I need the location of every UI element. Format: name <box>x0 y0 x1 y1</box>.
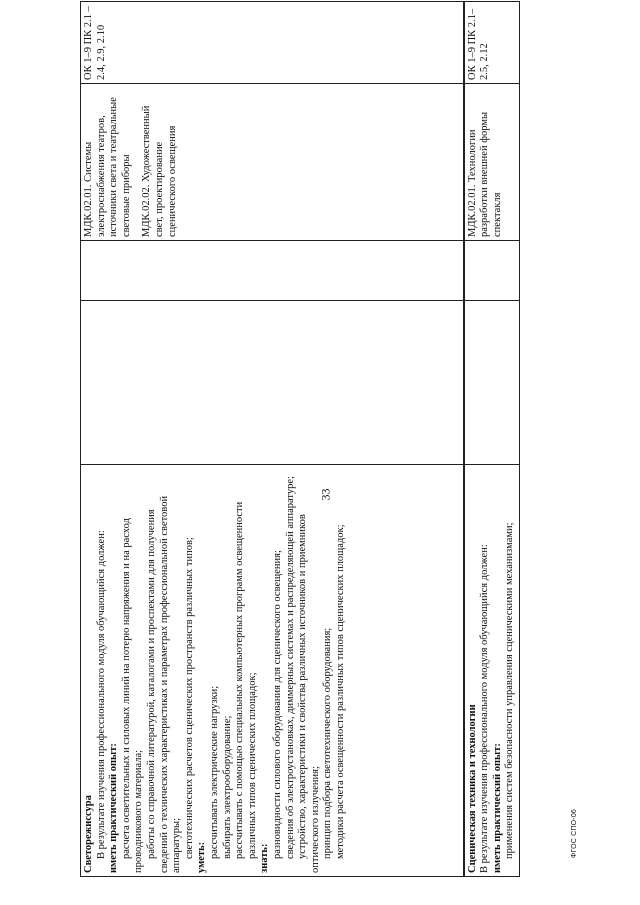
module-intro: В результате изучения профессионального модуля обучающийся должен: <box>479 544 491 873</box>
knowledge-item: принцип подбора светотехнического оборудования; <box>322 627 334 859</box>
module-title: Светорежиссура <box>83 795 94 873</box>
skill-item: рассчитывать электрические нагрузки; <box>208 685 220 859</box>
practice-item: расчета осветительных и силовых линий на потерю напряжения и на расход проводникового материала; <box>120 518 145 873</box>
mdk-cell <box>464 84 520 241</box>
mdk-cell <box>81 84 464 241</box>
practice-item: работы со справочной литературой, каталогами и проспектами для получения сведений о технических характеристиках и параметрах профессиональной световой аппаратуры; <box>145 495 183 873</box>
module-title: Сценическая техника и технологии <box>466 704 478 873</box>
practice-heading: иметь практический опыт: <box>108 743 120 873</box>
knowledge-item: устройство, характеристики и свойства различных источников и приемников оптического излучения; <box>297 514 321 873</box>
page-number: 33 <box>318 488 333 501</box>
mdk-item: МДК.02.02. Художественный свет, проектирование сценического освещения <box>141 105 178 237</box>
empty-cell <box>464 241 520 301</box>
skills-heading: уметь: <box>196 841 208 873</box>
empty-cell <box>81 301 464 465</box>
module-intro: В результате изучения профессионального модуля обучающийся должен: <box>95 530 107 859</box>
rotated-table-wrapper <box>80 6 516 877</box>
competences-text: ОК 1–9 ПК 2.1 – 2.4, 2.9, 2.10 <box>83 6 107 80</box>
mdk-item: МДК.02.01. Технологии разработки внешней формы спектакля <box>466 111 503 237</box>
competences-text: ОК 1–9 ПК 2.1–2.5, 2.12 <box>466 8 491 80</box>
practice-heading: иметь практический опыт: <box>491 743 503 873</box>
skill-item: рассчитывать с помощью специальных компьютерных программ освещенности различных типов сценических площадок; <box>234 501 258 859</box>
practice-item: светотехнических расчетов сценических пространств различных типов; <box>183 537 195 859</box>
module-content-cell <box>81 465 464 877</box>
competence-table <box>80 1 520 877</box>
empty-cell <box>81 241 464 301</box>
practice-item: применения систем безопасности управления сценическими механизмами; <box>504 522 516 859</box>
footer-label: ФГОС СПО-06 <box>571 808 578 858</box>
knowledge-item: методики расчета освещенности различных типов сценических площадок; <box>334 524 346 859</box>
table-row <box>81 2 464 877</box>
module-content-cell <box>464 465 520 877</box>
competences-cell <box>464 2 520 84</box>
mdk-item: МДК.02.01. Системы электроснабжения театров, источники света и театральные световые приборы <box>83 97 132 237</box>
skill-item: выбирать электрооборудование; <box>221 715 233 859</box>
table-row <box>464 2 520 877</box>
empty-cell <box>464 301 520 465</box>
knowledge-heading: знать: <box>259 843 271 873</box>
knowledge-item: сведения об электроустановках, диммерных системах и распределяющей аппаратуре; <box>284 476 296 859</box>
knowledge-item: разновидности силового оборудования для сценического освещения; <box>271 550 283 859</box>
competences-cell <box>81 2 464 84</box>
